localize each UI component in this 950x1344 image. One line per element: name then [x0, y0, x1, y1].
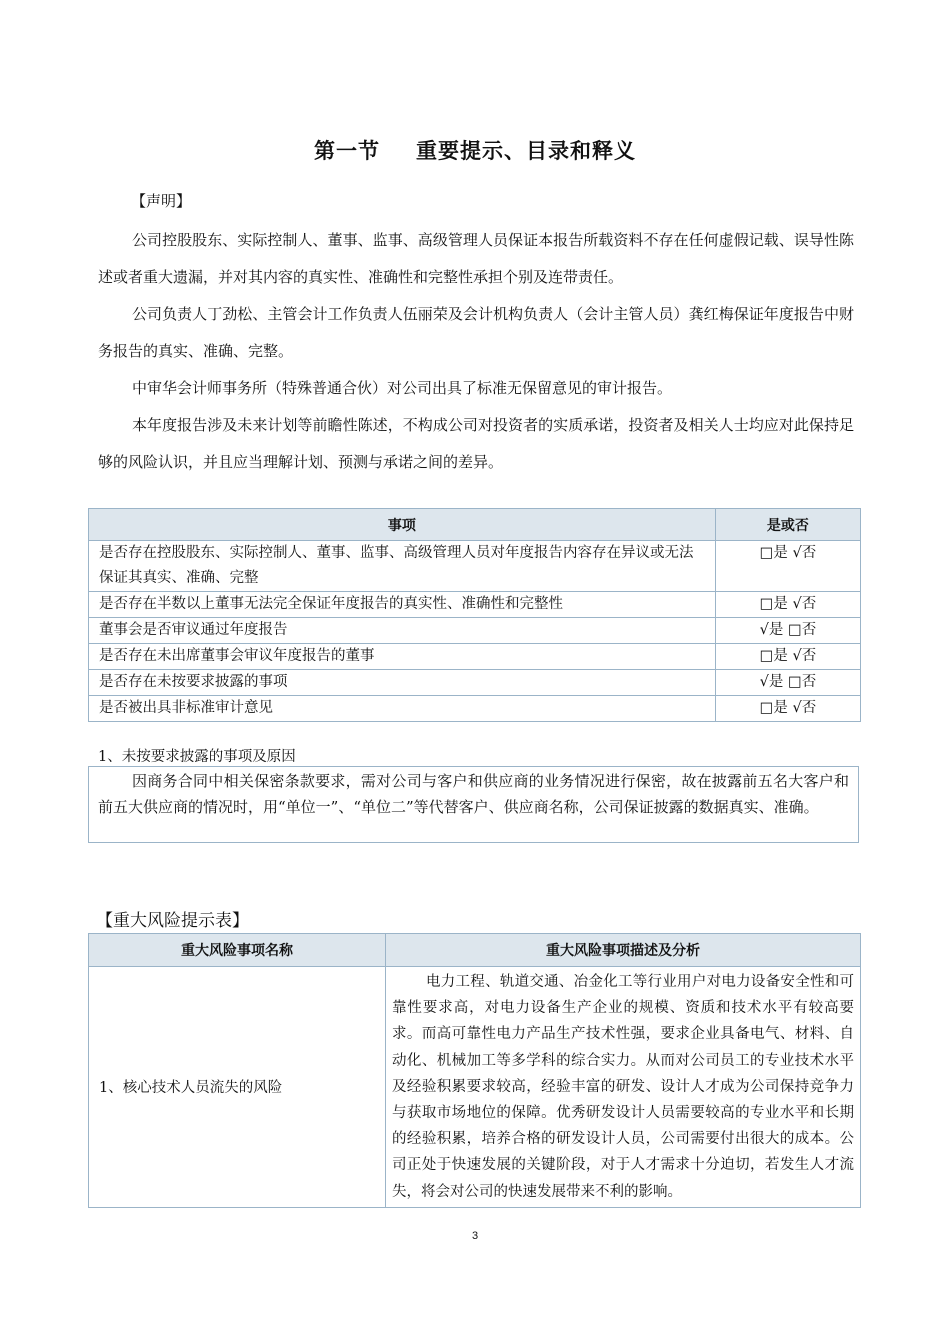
matter-item: 是否存在半数以上董事无法完全保证年度报告的真实性、准确性和完整性: [89, 592, 716, 618]
risk-table-heading: 【重大风险提示表】: [96, 911, 249, 931]
page-number: 3: [471, 1230, 479, 1242]
matter-item: 是否存在未按要求披露的事项: [89, 670, 716, 696]
matter-answer: □是 √否: [715, 592, 860, 618]
matter-answer: □是 √否: [715, 696, 860, 722]
table-row: [89, 592, 861, 618]
matter-item: 是否存在未出席董事会审议年度报告的董事: [89, 644, 716, 670]
table-row: [89, 967, 861, 1208]
matters-header-answer: 是或否: [715, 509, 860, 541]
risk-name: 1、核心技术人员流失的风险: [89, 967, 386, 1208]
undisclosed-reason: 因商务合同中相关保密条款要求，需对公司与客户和供应商的业务情况进行保密，故在披露前五名大客户和前五大供应商的情况时，用“单位一”、“单位二”等代替客户、供应商名称，公司保证披露的数据真实、准确。: [88, 766, 859, 843]
table-row: [89, 644, 861, 670]
risk-description: 电力工程、轨道交通、冶金化工等行业用户对电力设备安全性和可靠性要求高，对电力设备生产企业的规模、资质和技术水平有较高要求。而高可靠性电力产品生产技术性强，要求企业具备电气、材料、自动化、机械加工等多学科的综合实力。从而对公司员工的专业技术水平及经验积累要求较高，经验丰富的研发、设计人才成为公司保持竞争力与获取市场地位的保障。优秀研发设计人员需要较高的专业水平和长期的经验积累，培养合格的研发设计人员，公司需要付出很大的成本。公司正处于快速发展的关键阶段，对于人才需求十分迫切，若发生人才流失，将会对公司的快速发展带来不利的影响。: [386, 967, 861, 1208]
matters-header-item: 事项: [89, 509, 716, 541]
table-row: [89, 696, 861, 722]
table-row: [89, 541, 861, 592]
section-title: [0, 135, 950, 165]
matter-answer: □是 √否: [715, 541, 860, 592]
table-row: [89, 618, 861, 644]
risk-header-description: 重大风险事项描述及分析: [386, 934, 861, 967]
section-title-text: 重要提示、目录和释义: [416, 139, 636, 163]
matter-answer: □是 √否: [715, 644, 860, 670]
matter-item: 是否存在控股股东、实际控制人、董事、监事、高级管理人员对年度报告内容存在异议或无法保证其真实、准确、完整: [89, 541, 716, 592]
risk-header-name: 重大风险事项名称: [89, 934, 386, 967]
declaration-paragraph-1: 公司控股股东、实际控制人、董事、监事、高级管理人员保证本报告所载资料不存在任何虚假记载、误导性陈述或者重大遗漏，并对其内容的真实性、准确性和完整性承担个别及连带责任。: [98, 231, 854, 286]
declaration-paragraph-2: 公司负责人丁劲松、主管会计工作负责人伍丽荣及会计机构负责人（会计主管人员）龚红梅保证年度报告中财务报告的真实、准确、完整。: [98, 305, 854, 360]
declaration-paragraph-3: 中审华会计师事务所（特殊普通合伙）对公司出具了标准无保留意见的审计报告。: [132, 379, 673, 397]
matter-answer: √是 □否: [715, 670, 860, 696]
risk-table: [88, 933, 861, 1208]
matter-item: 董事会是否审议通过年度报告: [89, 618, 716, 644]
matter-answer: √是 □否: [715, 618, 860, 644]
matter-item: 是否被出具非标准审计意见: [89, 696, 716, 722]
table-row: [89, 670, 861, 696]
matters-table: [88, 508, 861, 722]
declaration-heading: 【声明】: [131, 192, 192, 210]
section-title-label: 第一节: [314, 139, 380, 163]
declaration-paragraph-4: 本年度报告涉及未来计划等前瞻性陈述，不构成公司对投资者的实质承诺，投资者及相关人士均应对此保持足够的风险认识，并且应当理解计划、预测与承诺之间的差异。: [98, 416, 854, 471]
undisclosed-heading: 1、未按要求披露的事项及原因: [98, 749, 296, 765]
